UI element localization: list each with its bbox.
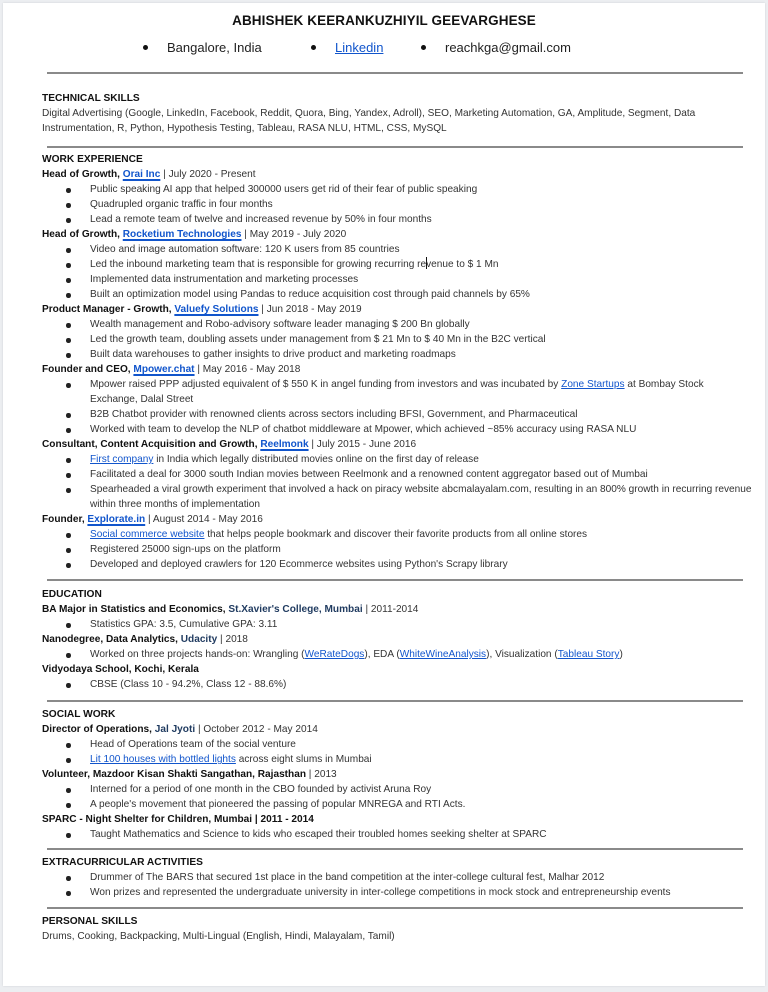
text-segment: across eight slums in Mumbai (235, 754, 372, 765)
job-heading (42, 302, 752, 317)
list-item (42, 647, 752, 662)
job-dates: | July 2020 - Present (160, 169, 256, 180)
list-item (42, 452, 752, 467)
job-dates: | Jun 2018 - May 2019 (258, 304, 362, 315)
text-segment: at Bombay Stock Exchange, Dalal Street (90, 379, 704, 405)
list-item: Built data warehouses to gather insights to drive product and marketing roadmaps (42, 347, 752, 362)
job-role: Head of Growth, (42, 169, 123, 180)
first-company-link[interactable]: First company (90, 454, 154, 465)
extracurricular-section (42, 855, 752, 900)
list-item: Led the growth team, doubling assets under management from $ 21 Mn to $ 40 Mn in the B2C vertical (42, 332, 752, 347)
list-item: Registered 25000 sign-ups on the platform (42, 542, 752, 557)
job-role: Head of Growth, (42, 229, 123, 240)
list-item: Wealth management and Robo-advisory software leader managing $ 200 Bn globally (42, 317, 752, 332)
edu-bullets (42, 647, 752, 662)
text-segment: ), EDA ( (364, 649, 400, 660)
section-title: SOCIAL WORK (42, 709, 116, 720)
job-heading (42, 167, 752, 182)
company-link[interactable]: Orai Inc (122, 169, 161, 180)
organization: Jal Jyoti (154, 724, 196, 735)
text-segment: venue to $ 1 Mn (426, 259, 499, 270)
social-role: Director of Operations, (42, 724, 155, 735)
list-item: Won prizes and represented the undergraduate university in inter-college competitions in mock stock and entrepreneurship events (42, 885, 752, 900)
text-segment: Led the inbound marketing team that is responsible for growing recurring re (90, 259, 427, 270)
text-segment: in India which legally distributed movies online on the first day of release (153, 454, 479, 465)
bullet-icon (143, 45, 148, 50)
personal-skills-text: Drums, Cooking, Backpacking, Multi-Lingual (English, Hindi, Malayalam, Tamil) (42, 931, 395, 942)
social-work-section (42, 707, 752, 842)
job-role: Founder, (42, 514, 88, 525)
job-bullets (42, 317, 752, 362)
list-item (42, 377, 752, 407)
job-bullets (42, 182, 752, 227)
institution: Udacity (180, 634, 218, 645)
section-title: PERSONAL SKILLS (42, 916, 138, 927)
text-segment: that helps people bookmark and discover their favorite products from all online stores (204, 529, 588, 540)
education-heading (42, 602, 752, 617)
bullet-icon (421, 45, 426, 50)
education-heading (42, 632, 752, 647)
list-item: Spearheaded a viral growth experiment that involved a hack on piracy website abcmalayalam.com, resulting in an 800% growth in recurring revenue within three months of implementation (42, 482, 752, 512)
section-divider (47, 146, 743, 148)
list-item: Taught Mathematics and Science to kids who escaped their troubled homes seeking shelter at SPARC (42, 827, 752, 842)
section-divider (47, 72, 743, 74)
job-role: Product Manager - Growth, (42, 304, 175, 315)
social-dates: | 2013 (305, 769, 337, 780)
list-item (42, 752, 752, 767)
section-divider (47, 907, 743, 909)
edu-bullets (42, 617, 752, 632)
education-section (42, 587, 752, 692)
education-heading: Vidyodaya School, Kochi, Kerala (42, 664, 199, 675)
social-heading (42, 722, 752, 737)
technical-skills-section (42, 91, 752, 136)
contact-email (421, 40, 571, 55)
social-heading: SPARC - Night Shelter for Children, Mumbai | 2011 - 2014 (42, 814, 314, 825)
edu-bullets (42, 677, 752, 692)
section-title: WORK EXPERIENCE (42, 154, 143, 165)
job-heading (42, 512, 752, 527)
job-dates: | August 2014 - May 2016 (145, 514, 263, 525)
list-item: Worked with team to develop the NLP of chatbot middleware at Mpower, which achieved ~85% accuracy using RASA NLU (42, 422, 752, 437)
company-link[interactable]: Mpower.chat (133, 364, 195, 375)
bullet-icon (311, 45, 316, 50)
job-role: Founder and CEO, (42, 364, 134, 375)
list-item: Public speaking AI app that helped 300000 users get rid of their fear of public speaking (42, 182, 752, 197)
list-item: Quadrupled organic traffic in four months (42, 197, 752, 212)
contact-row (3, 40, 765, 58)
institution: St.Xavier's College, Mumbai (228, 604, 363, 615)
job-dates: | May 2016 - May 2018 (194, 364, 301, 375)
list-item: A people's movement that pioneered the passing of popular MNREGA and RTI Acts. (42, 797, 752, 812)
document-page[interactable] (3, 3, 765, 986)
technical-skills-text: Digital Advertising (Google, LinkedIn, Facebook, Reddit, Quora, Bing, Yandex, Adroll), SEO, Marketing Automation, GA, Amplitude, Segment, Data Instrumentation, R, Python, Hypothesis Testing, Tableau, RASA NLU, HTML, CSS, MySQL (42, 108, 696, 134)
section-divider (47, 700, 743, 702)
list-item: Facilitated a deal for 3000 south Indian movies between Reelmonk and a renowned content aggregator based out of Mumbai (42, 467, 752, 482)
list-item: Built an optimization model using Pandas to reduce acquisition cost through paid channels by 65% (42, 287, 752, 302)
section-divider (47, 848, 743, 850)
section-divider (47, 579, 743, 581)
list-item (42, 257, 752, 272)
list-item: Video and image automation software: 120 K users from 85 countries (42, 242, 752, 257)
edu-dates: | 2018 (217, 634, 248, 645)
job-dates: | May 2019 - July 2020 (241, 229, 347, 240)
extracurricular-bullets (42, 870, 752, 900)
company-link[interactable]: Valuefy Solutions (174, 304, 259, 315)
social-role: Volunteer, Mazdoor Kisan Shakti Sangathan, Rajasthan (42, 769, 306, 780)
list-item (42, 527, 752, 542)
whitewineanalysis-link[interactable]: WhiteWineAnalysis (399, 649, 487, 660)
list-item: Developed and deployed crawlers for 120 Ecommerce websites using Python's Scrapy library (42, 557, 752, 572)
section-title: TECHNICAL SKILLS (42, 93, 140, 104)
job-bullets (42, 527, 752, 572)
job-bullets (42, 452, 752, 512)
work-experience-section (42, 152, 752, 572)
contact-location (143, 40, 262, 55)
text-segment: ), Visualization ( (486, 649, 558, 660)
zone-startups-link[interactable]: Zone Startups (561, 379, 625, 390)
resume-name: ABHISHEK KEERANKUZHIYIL GEEVARGHESE (232, 13, 536, 28)
list-item: B2B Chatbot provider with renowned clients across sectors including BFSI, Government, and Pharmaceutical (42, 407, 752, 422)
social-heading (42, 767, 752, 782)
linkedin-link[interactable]: Linkedin (335, 40, 384, 55)
text-segment: Mpower raised PPP adjusted equivalent of $ 550 K in angel funding from investors and was incubated by (90, 379, 562, 390)
company-link[interactable]: Explorate.in (87, 514, 146, 525)
social-commerce-link[interactable]: Social commerce website (90, 529, 205, 540)
list-item: CBSE (Class 10 - 94.2%, Class 12 - 88.6%) (42, 677, 752, 692)
edu-dates: | 2011-2014 (362, 604, 419, 615)
location-text: Bangalore, India (167, 40, 262, 55)
job-heading (42, 437, 752, 452)
section-title: EDUCATION (42, 589, 102, 600)
job-bullets (42, 242, 752, 302)
section-title: EXTRACURRICULAR ACTIVITIES (42, 857, 203, 868)
text-segment: ) (619, 649, 623, 660)
company-link[interactable]: Rocketium Technologies (122, 229, 242, 240)
job-bullets (42, 377, 752, 437)
bottled-lights-link[interactable]: Lit 100 houses with bottled lights (90, 754, 236, 765)
text-segment: Worked on three projects hands-on: Wrangling ( (90, 649, 305, 660)
list-item: Interned for a period of one month in the CBO founded by activist Aruna Roy (42, 782, 752, 797)
list-item: Drummer of The BARS that secured 1st place in the band competition at the inter-college cultural fest, Malhar 2012 (42, 870, 752, 885)
degree: BA Major in Statistics and Economics, (42, 604, 229, 615)
company-link[interactable]: Reelmonk (260, 439, 309, 450)
contact-linkedin (311, 40, 383, 55)
degree: Nanodegree, Data Analytics, (42, 634, 181, 645)
social-bullets (42, 782, 752, 812)
job-dates: | July 2015 - June 2016 (308, 439, 417, 450)
job-heading (42, 227, 752, 242)
list-item: Implemented data instrumentation and marketing processes (42, 272, 752, 287)
job-heading (42, 362, 752, 377)
job-role: Consultant, Content Acquisition and Growth, (42, 439, 261, 450)
weratedogs-link[interactable]: WeRateDogs (304, 649, 365, 660)
list-item: Head of Operations team of the social venture (42, 737, 752, 752)
social-bullets (42, 737, 752, 767)
social-dates: | October 2012 - May 2014 (195, 724, 318, 735)
tableau-story-link[interactable]: Tableau Story (557, 649, 620, 660)
list-item: Lead a remote team of twelve and increased revenue by 50% in four months (42, 212, 752, 227)
list-item: Statistics GPA: 3.5, Cumulative GPA: 3.11 (42, 617, 752, 632)
email-text: reachkga@gmail.com (445, 40, 571, 55)
personal-skills-section (42, 914, 752, 944)
social-bullets (42, 827, 752, 842)
